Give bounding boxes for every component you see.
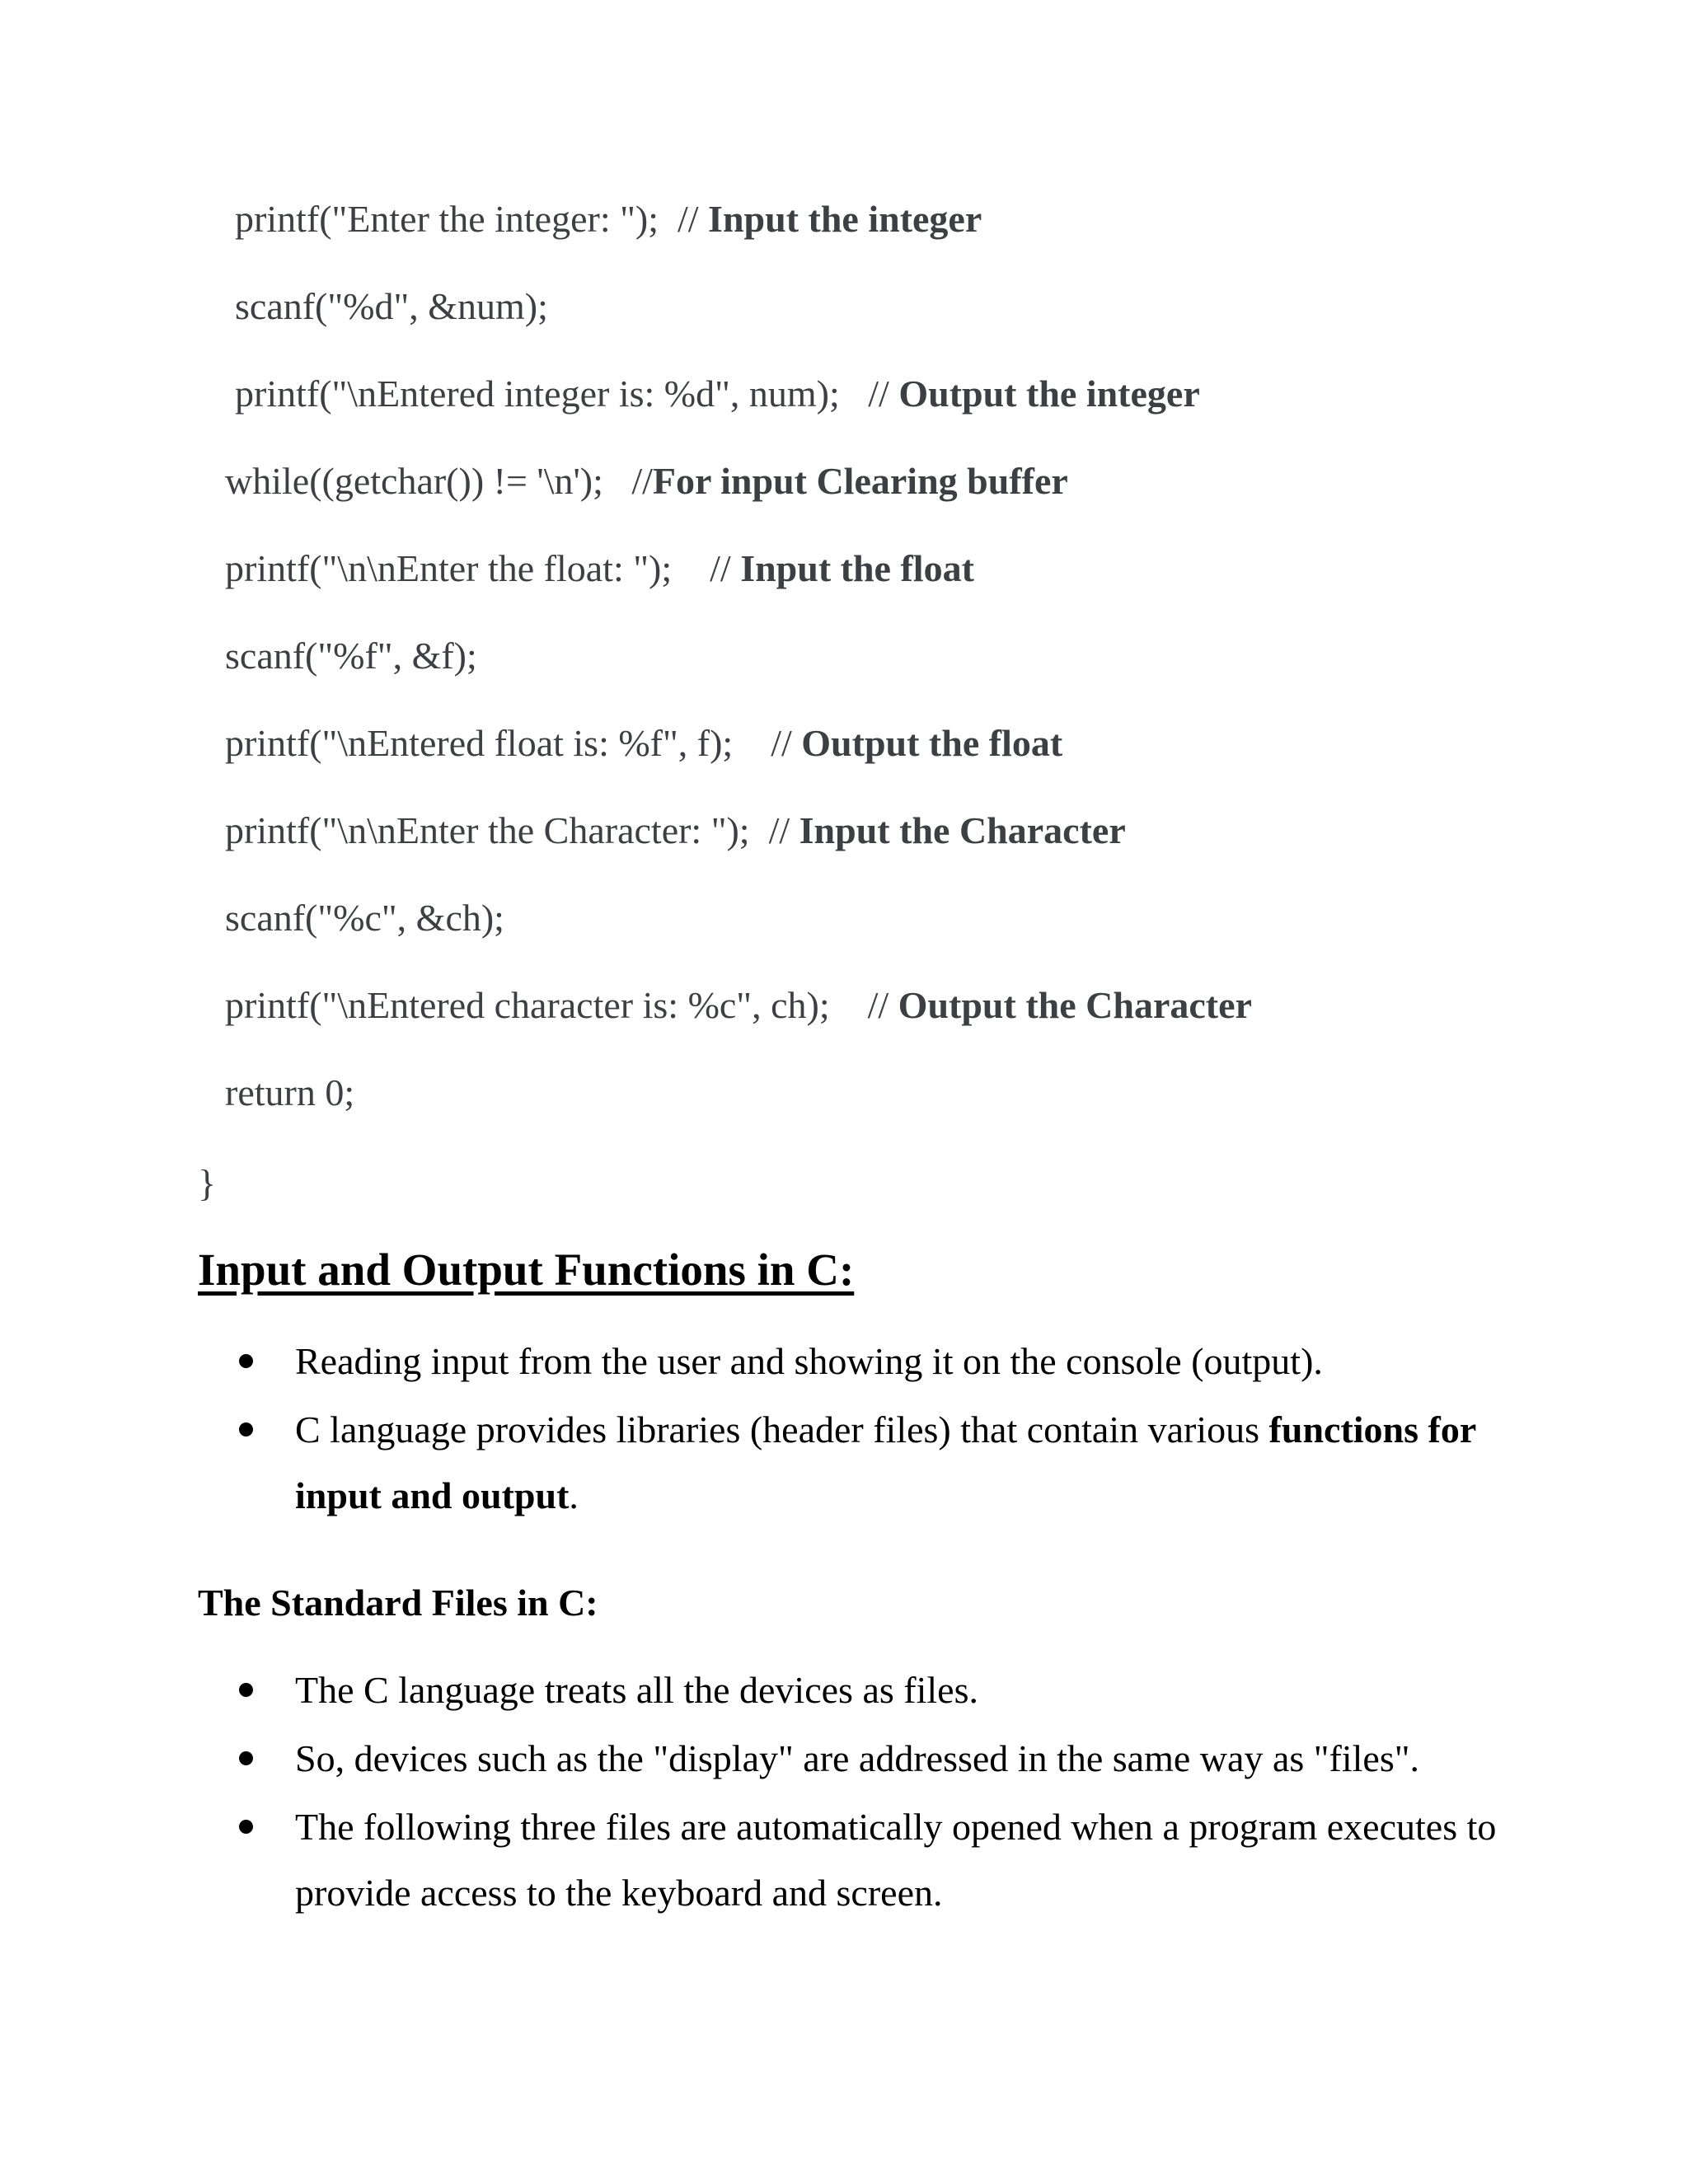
code-text: printf("\nEntered character is: %c", ch); // bbox=[225, 984, 898, 1026]
code-text: return 0; bbox=[225, 1071, 355, 1113]
code-line-8 bbox=[225, 809, 1126, 851]
bullet-text-after: . bbox=[569, 1474, 579, 1516]
bullet-text: The following three files are automatically opened when a program executes to provide access to the keyboard and screen. bbox=[295, 1806, 1497, 1914]
code-text: printf("\nEntered integer is: %d", num); // bbox=[235, 373, 899, 415]
bullet-text: The C language treats all the devices as files. bbox=[295, 1669, 978, 1711]
code-comment: Output the float bbox=[801, 722, 1063, 764]
bullet-text bbox=[295, 1397, 1515, 1529]
bullet-text-plain: C language provides libraries (header files) that contain various bbox=[295, 1408, 1269, 1451]
code-line-11 bbox=[225, 1071, 355, 1113]
code-text: scanf("%d", &num); bbox=[235, 285, 548, 327]
code-line-9 bbox=[225, 899, 504, 937]
bullet-icon bbox=[239, 1354, 253, 1368]
code-line-5 bbox=[225, 547, 974, 589]
bullet-icon bbox=[239, 1422, 253, 1436]
code-comment: For input Clearing buffer bbox=[652, 460, 1068, 502]
bullet-icon bbox=[239, 1683, 253, 1697]
bullet-icon bbox=[239, 1751, 253, 1765]
bullet-text-bold: functions for input and output bbox=[295, 1408, 1476, 1516]
code-text: scanf("%f", &f); bbox=[225, 635, 477, 677]
code-text: printf("\n\nEnter the float: "); // bbox=[225, 547, 741, 589]
code-comment: Input the float bbox=[740, 547, 974, 589]
code-line-4 bbox=[225, 462, 1068, 500]
code-line-6 bbox=[225, 637, 477, 675]
code-text: printf("\n\nEnter the Character: "); // bbox=[225, 809, 799, 851]
code-text: printf("Enter the integer: "); // bbox=[235, 198, 709, 240]
code-comment: Output the Character bbox=[898, 984, 1252, 1026]
section-heading-standard-files: The Standard Files in C: bbox=[198, 1582, 598, 1624]
code-comment: Input the Character bbox=[799, 809, 1126, 851]
code-line-3 bbox=[235, 375, 1200, 413]
closing-brace: } bbox=[198, 1162, 217, 1204]
code-line-10 bbox=[225, 984, 1252, 1026]
bullet-text bbox=[295, 1329, 1515, 1394]
code-comment: Input the integer bbox=[708, 198, 982, 240]
code-line-1 bbox=[235, 200, 982, 238]
code-text: printf("\nEntered float is: %f", f); // bbox=[225, 722, 802, 764]
code-comment: Output the integer bbox=[898, 373, 1200, 415]
bullet-icon bbox=[239, 1820, 253, 1834]
code-line-2 bbox=[235, 285, 548, 327]
bullet-text-plain: Reading input from the user and showing it on the console (output). bbox=[295, 1340, 1323, 1382]
code-text: scanf("%c", &ch); bbox=[225, 897, 504, 939]
bullet-text: So, devices such as the "display" are addressed in the same way as "files". bbox=[295, 1737, 1420, 1779]
section-heading-io-functions: Input and Output Functions in C: bbox=[198, 1244, 855, 1295]
code-text: while((getchar()) != '\n'); // bbox=[225, 460, 653, 502]
code-line-7 bbox=[225, 724, 1062, 762]
